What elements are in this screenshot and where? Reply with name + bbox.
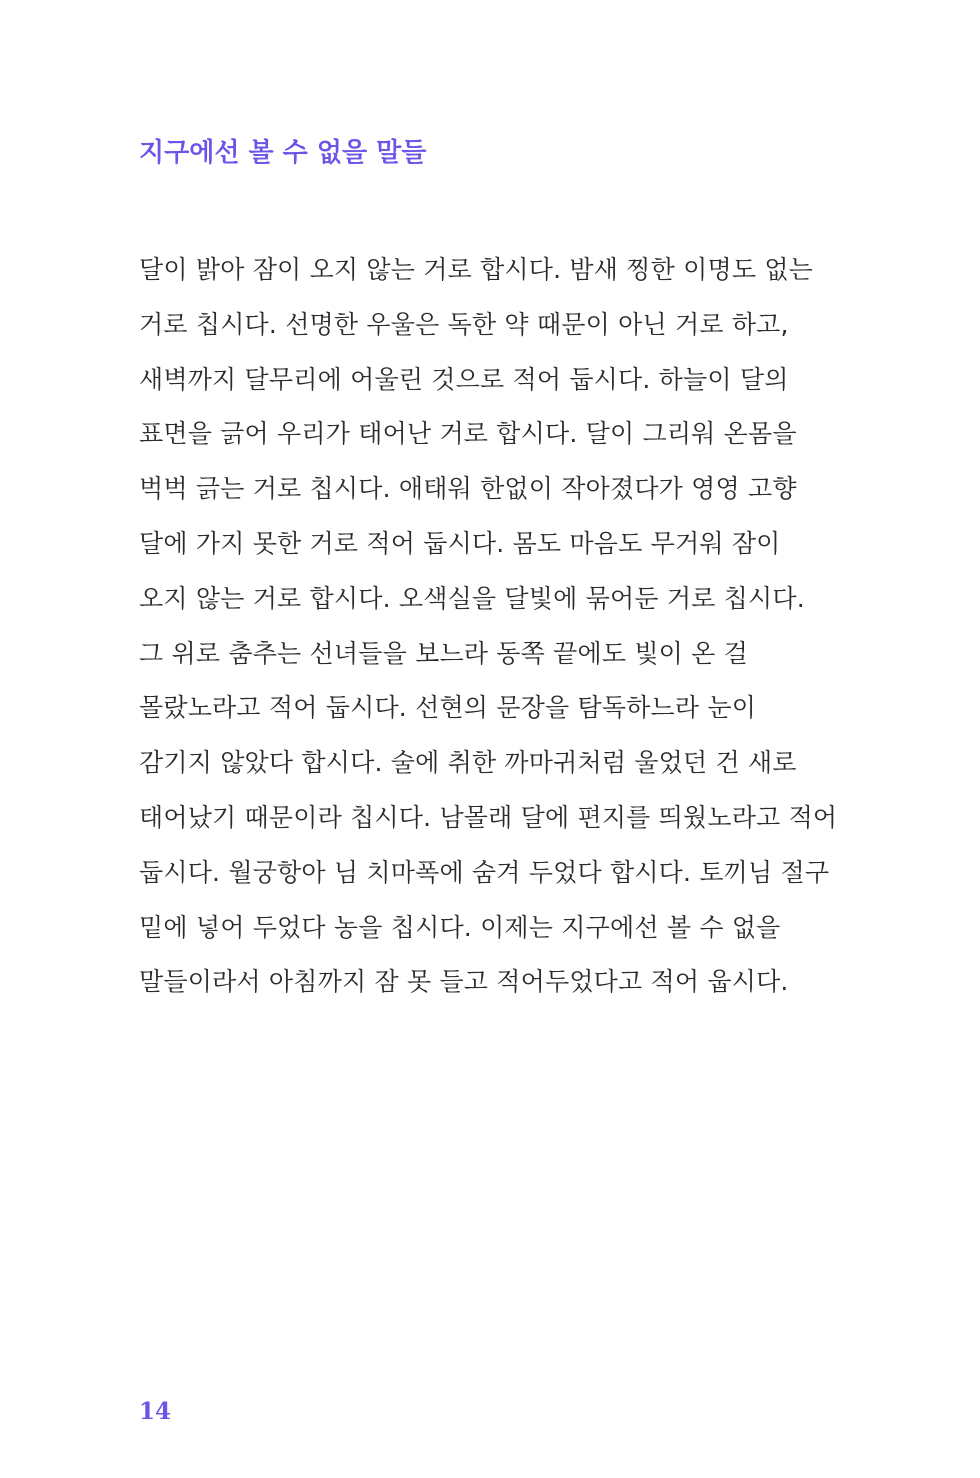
- poem-line: 표면을 긁어 우리가 태어난 거로 합시다. 달이 그리워 온몸을: [139, 419, 797, 449]
- poem-line: 오지 않는 거로 합시다. 오색실을 달빛에 묶어둔 거로 칩시다.: [139, 583, 805, 613]
- poem-title: 지구에선 볼 수 없을 말들: [139, 138, 427, 168]
- poem-line: 몰랐노라고 적어 둡시다. 선현의 문장을 탐독하느라 눈이: [139, 693, 757, 723]
- poem-line: 그 위로 춤추는 선녀들을 보느라 동쪽 끝에도 빛이 온 걸: [139, 638, 749, 668]
- poem-line: 거로 칩시다. 선명한 우울은 독한 약 때문이 아닌 거로 하고,: [139, 309, 789, 339]
- poem-line: 태어났기 때문이라 칩시다. 남몰래 달에 편지를 띄웠노라고 적어: [139, 802, 838, 832]
- poem-line: 말들이라서 아침까지 잠 못 들고 적어두었다고 적어 웁시다.: [139, 967, 789, 997]
- poem-line: 새벽까지 달무리에 어울린 것으로 적어 둡시다. 하늘이 달의: [139, 364, 789, 394]
- poem-line: 둡시다. 월궁항아 님 치마폭에 숨겨 두었다 합시다. 토끼님 절구: [139, 857, 830, 887]
- poem-line: 벅벅 긁는 거로 칩시다. 애태워 한없이 작아졌다가 영영 고향: [139, 474, 797, 504]
- poem-line: 달에 가지 못한 거로 적어 둡시다. 몸도 마음도 무거워 잠이: [139, 528, 781, 558]
- page-number: 14: [139, 1398, 172, 1425]
- poem-line: 감기지 않았다 합시다. 술에 취한 까마귀처럼 울었던 건 새로: [139, 748, 797, 778]
- poem-body: [139, 243, 859, 1010]
- poem-line: 달이 밝아 잠이 오지 않는 거로 합시다. 밤새 찡한 이명도 없는: [139, 255, 814, 284]
- poem-line: 밑에 넣어 두었다 농을 칩시다. 이제는 지구에선 볼 수 없을: [139, 912, 781, 942]
